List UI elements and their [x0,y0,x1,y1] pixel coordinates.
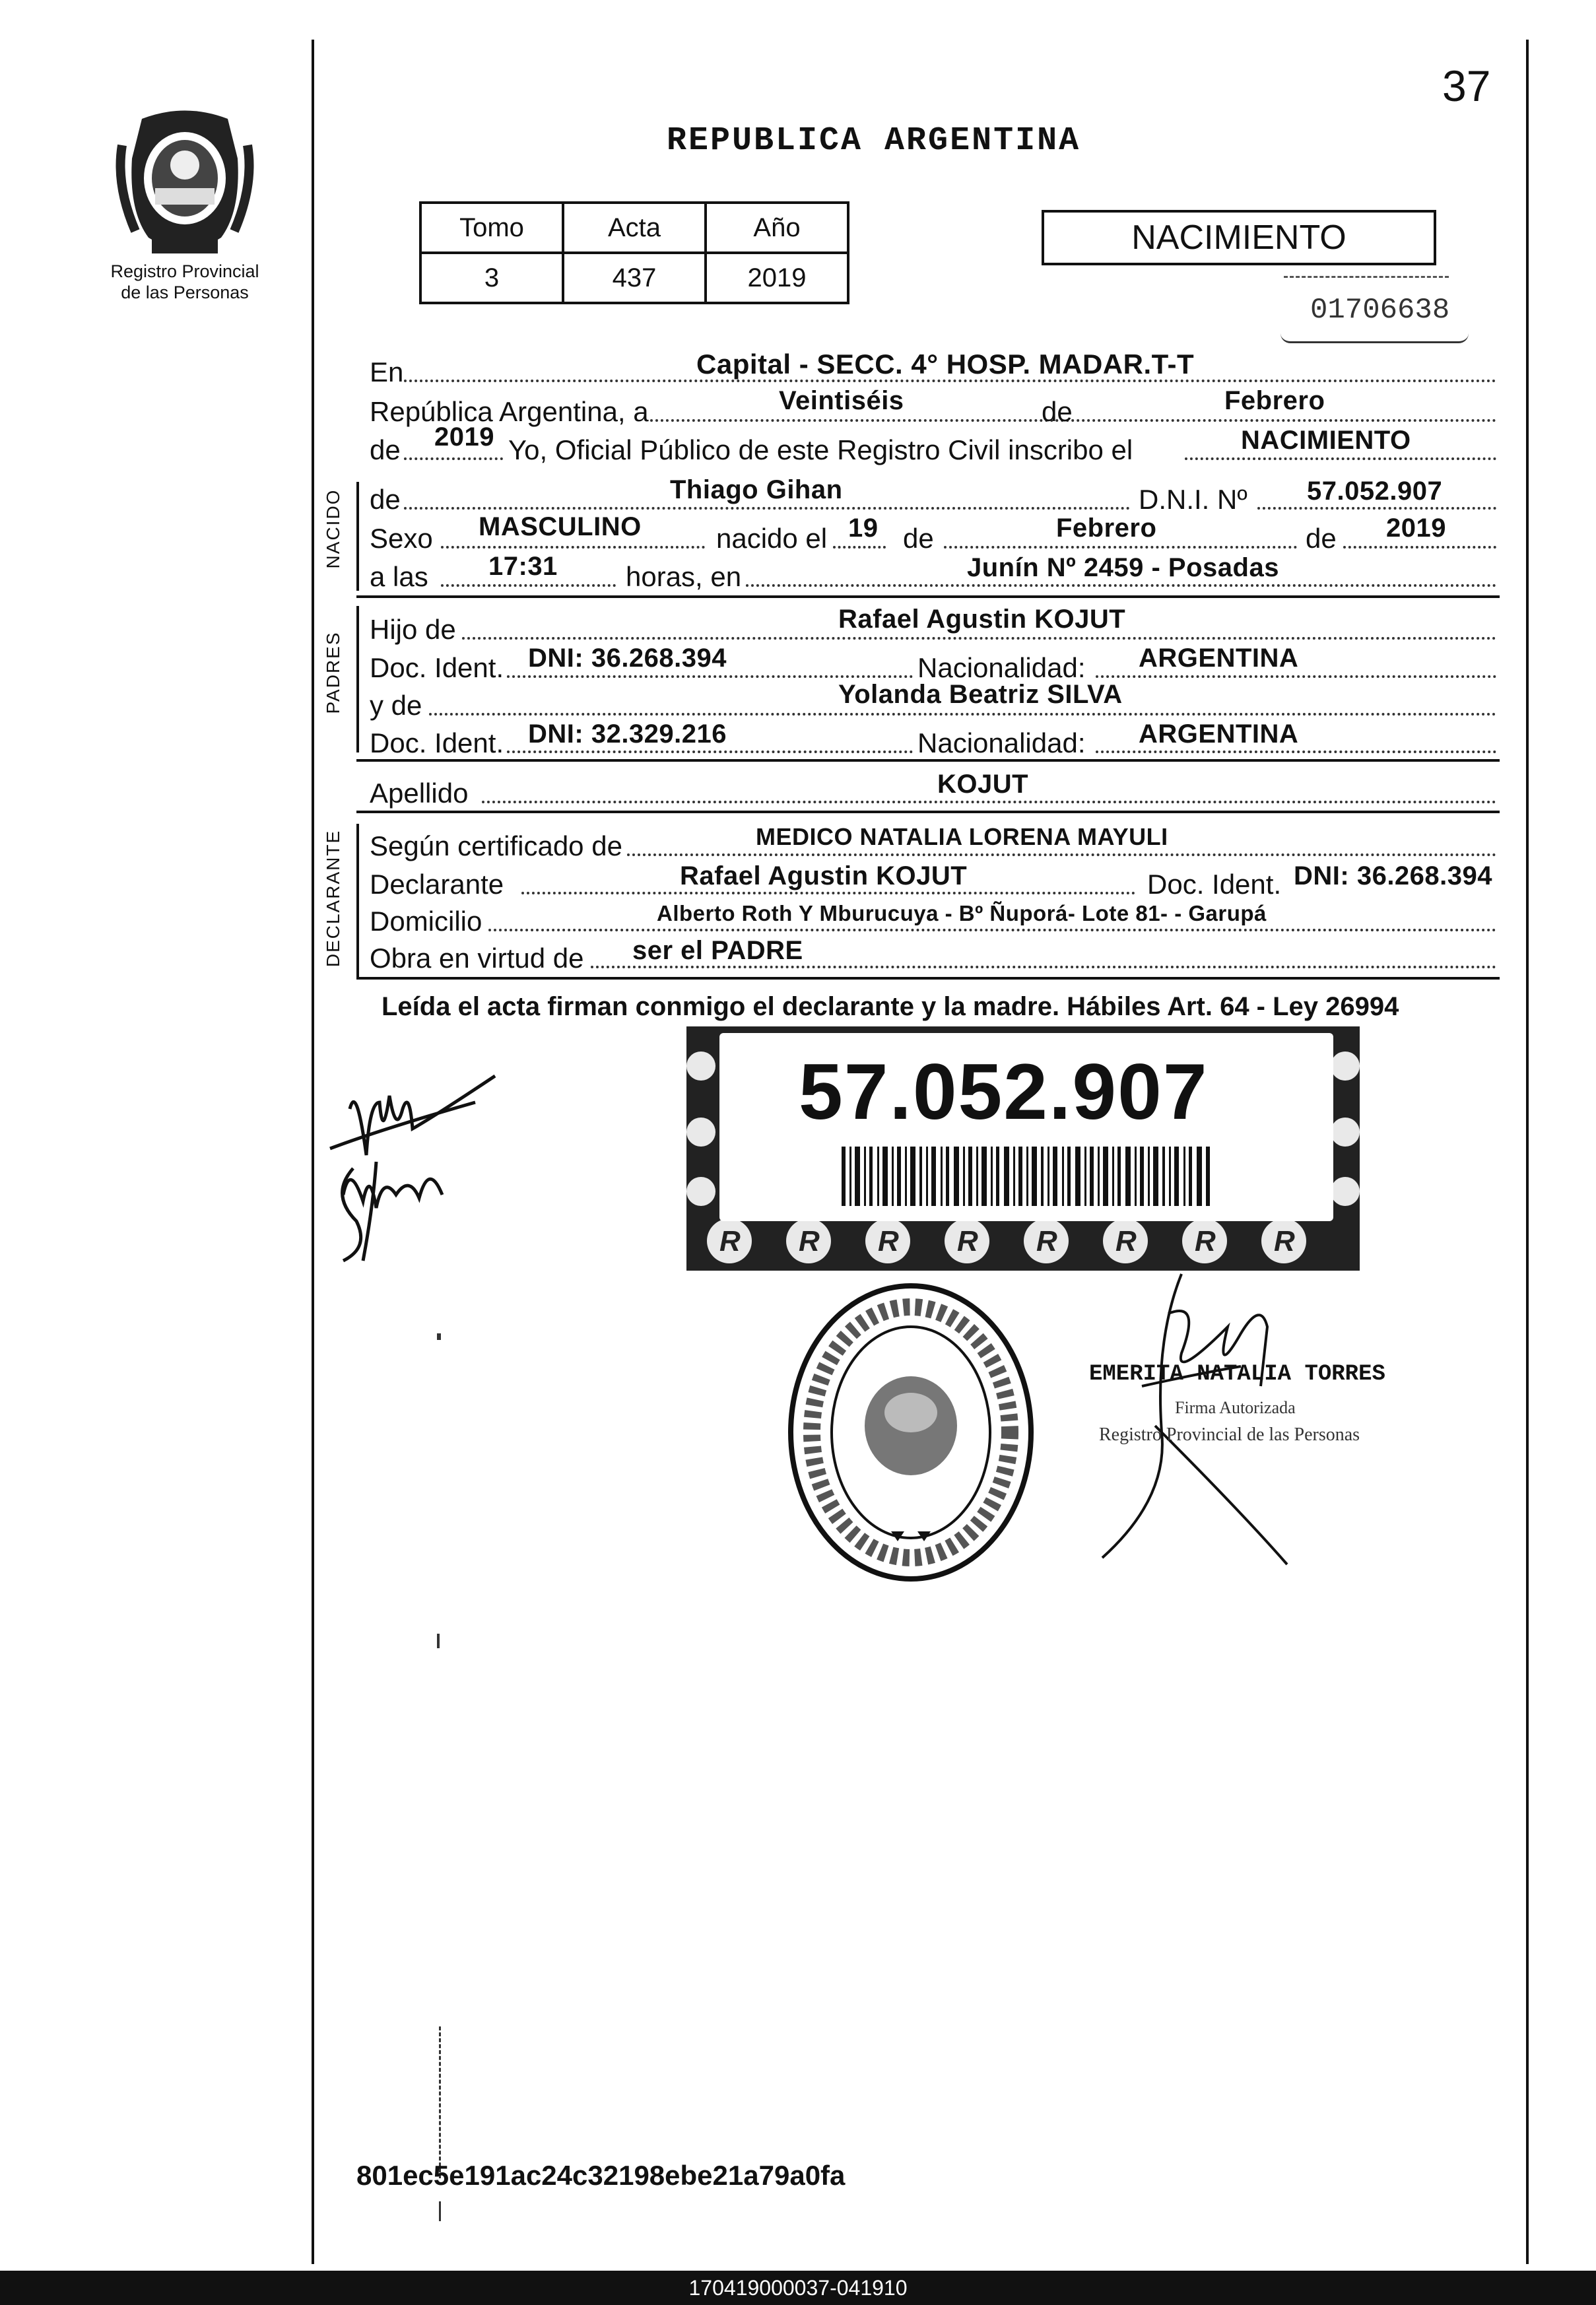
table-cell: 437 [563,253,706,303]
section-label-declarante: DECLARANTE [323,829,343,968]
dotted-leader [429,713,1496,716]
father-nationality: ARGENTINA [1139,644,1299,673]
document-hash: 801ec5e191ac24c32198ebe21a79a0fa [356,2160,846,2191]
org-logo [116,106,254,257]
dni-label: D.N.I. Nº [1139,484,1247,515]
birth-day: 19 [848,514,879,543]
dotted-leader [507,751,913,753]
de-label: de [370,484,401,515]
declarant-signature [304,1063,502,1274]
section-label-padres: PADRES [323,631,343,714]
declarante-label: Declarante [370,869,504,900]
doc-ident-label: Doc. Ident. [1147,869,1282,900]
birth-place: Junín Nº 2459 - Posadas [967,553,1279,582]
org-line2: de las Personas [121,283,249,302]
mother-name: Yolanda Beatriz SILVA [838,680,1123,709]
svg-text:R: R [878,1225,899,1257]
doc-ident-label: Doc. Ident. [370,652,504,683]
mother-doc: DNI: 32.329.216 [528,719,727,749]
obra-label: Obra en virtud de [370,943,584,974]
dotted-leader [1257,507,1496,510]
declarant-address: Alberto Roth Y Mburucuya - Bº Ñuporá- Lote 81- - Garupá [657,901,1267,925]
svg-text:R: R [1195,1225,1216,1257]
registration-month: Febrero [1224,386,1325,415]
section-bracket [356,824,359,977]
child-name: Thiago Gihan [670,475,843,504]
footer-bar [0,2271,1596,2305]
a-las-label: a las [370,561,428,592]
official-role: Firma Autorizada [1175,1398,1296,1417]
dotted-leader [441,546,705,549]
official-stamp [785,1281,1036,1584]
nacionalidad-label: Nacionalidad: [917,727,1086,758]
dotted-leader [507,675,913,678]
official-name: EMERITA NATALIA TORRES [1089,1362,1385,1387]
serial-underline [1284,276,1449,278]
hijo-de-label: Hijo de [370,614,456,645]
dotted-leader [521,892,1135,894]
org-line1: Registro Provincial [110,261,259,281]
declarant-name: Rafael Agustin KOJUT [680,861,968,890]
dotted-leader [1185,457,1496,460]
svg-text:R: R [1274,1225,1295,1257]
page-number: 37 [1442,61,1491,110]
table-header: Tomo [420,203,563,253]
horas-en-label: horas, en [626,561,742,592]
registration-day: Veintiséis [779,386,904,415]
birth-month: Febrero [1056,514,1157,543]
declarant-relation: ser el PADRE [632,936,803,965]
apellido-label: Apellido [370,778,469,809]
section-divider [356,977,1500,980]
surname: KOJUT [937,770,1029,799]
margin-mark [439,2026,443,2178]
dotted-leader [1096,751,1496,753]
table-header: Acta [563,203,706,253]
serial-number: 01706638 [1310,294,1450,327]
dni-sticker [686,1026,1360,1271]
dotted-leader [650,419,1496,422]
sticker-label [719,1033,1333,1221]
provincial-seal-icon [116,106,254,257]
oval-seal-icon [785,1281,1036,1584]
closing-text: Leída el acta firman conmigo el declarante y la madre. Hábiles Art. 64 - Ley 26994 [382,992,1399,1021]
registration-year: 2019 [434,422,494,451]
registry-table [419,201,849,304]
dotted-leader [944,546,1297,549]
dotted-leader [627,853,1496,856]
margin-mark [437,1333,441,1340]
dotted-leader [833,546,886,549]
de-label: de [1306,523,1337,554]
svg-text:R: R [799,1225,820,1257]
dotted-leader [482,801,1496,803]
right-margin-line [1526,40,1529,2264]
father-doc: DNI: 36.268.394 [528,644,727,673]
dotted-leader [404,507,1130,510]
serial-bracket [1280,333,1469,343]
y-de-label: y de [370,690,422,721]
org-name [73,261,297,303]
nacionalidad-label: Nacionalidad: [917,652,1086,683]
doc-ident-label: Doc. Ident. [370,727,504,758]
dotted-leader [591,966,1496,968]
dotted-leader [488,929,1496,931]
event-type: NACIMIENTO [1241,426,1411,455]
sticker-dni-number: 57.052.907 [799,1048,1209,1136]
certificate-issuer: MEDICO NATALIA LORENA MAYULI [756,823,1168,850]
child-dni: 57.052.907 [1307,477,1443,506]
svg-text:R: R [719,1225,741,1257]
declarant-doc: DNI: 36.268.394 [1294,861,1493,890]
svg-text:R: R [1115,1225,1137,1257]
domicilio-label: Domicilio [370,906,482,937]
section-divider [356,811,1500,813]
svg-text:R: R [1036,1225,1057,1257]
section-divider [356,759,1500,762]
birth-time: 17:31 [488,552,558,581]
table-cell: 2019 [706,253,848,303]
de-label: de [370,434,401,465]
footer-code: 170419000037-041910 [688,2276,908,2300]
sexo-label: Sexo [370,523,433,554]
doc-type-box: NACIMIENTO [1042,210,1436,265]
republica-label: República Argentina, a [370,396,649,427]
section-bracket [356,482,359,591]
en-label: En [370,356,404,387]
registration-place: Capital - SECC. 4° HOSP. MADAR.T-T [696,349,1195,380]
official-org: Registro Provincial de las Personas [1099,1424,1360,1445]
dotted-leader [746,584,1496,587]
de-label: de [903,523,934,554]
child-sex: MASCULINO [479,512,642,541]
section-divider [356,595,1500,598]
dotted-leader [1096,675,1496,678]
margin-mark [437,1634,440,1648]
oficial-text: Yo, Oficial Público de este Registro Civil inscribo el [508,434,1133,465]
barcode-icon [842,1147,1211,1206]
dotted-leader [1343,546,1496,549]
dotted-leader [441,584,616,587]
section-bracket [356,606,359,752]
margin-mark [439,2201,441,2221]
svg-text:R: R [957,1225,978,1257]
de-label: de [1042,396,1073,427]
nacido-el-label: nacido el [716,523,828,554]
page-title: REPUBLICA ARGENTINA [667,122,1081,160]
section-label-nacido: NACIDO [323,488,343,569]
father-name: Rafael Agustin KOJUT [838,605,1126,634]
birth-year: 2019 [1386,514,1446,543]
table-cell: 3 [420,253,563,303]
segun-label: Según certificado de [370,830,622,861]
dotted-leader [462,637,1496,640]
table-header: Año [706,203,848,253]
mother-nationality: ARGENTINA [1139,719,1299,749]
dotted-leader [404,457,503,460]
